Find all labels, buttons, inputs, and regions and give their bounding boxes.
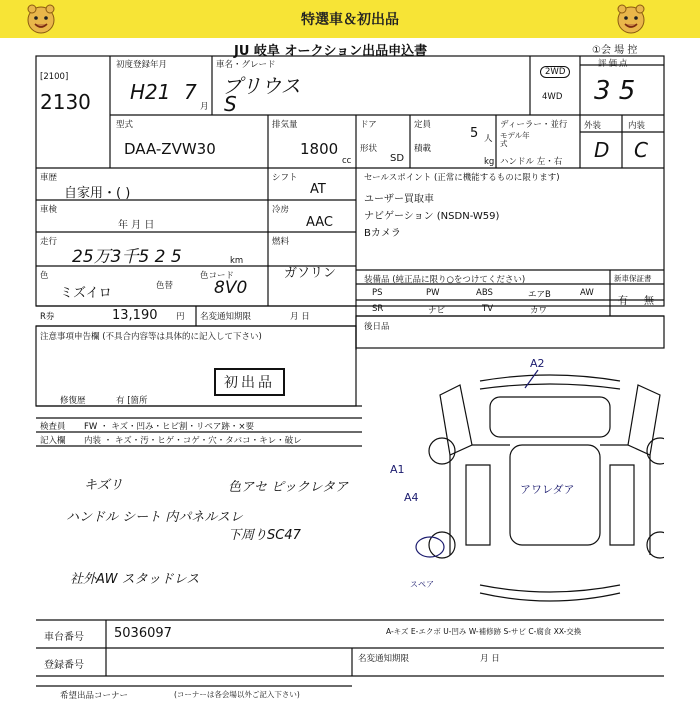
first-exhibit-stamp: 初出品 <box>214 368 285 396</box>
interior-grade: C <box>634 138 648 162</box>
model-value: DAA-ZVW30 <box>124 140 216 158</box>
rating-label: 評価点 <box>598 59 630 69</box>
lot-number: 2130 <box>40 90 91 114</box>
sales-points-label: セールスポイント (正常に機能するものに限ります) <box>364 173 560 183</box>
warranty-no: 無 <box>644 296 654 307</box>
banner-title: 特選車＆初出品 <box>301 12 399 28</box>
diagram-mark-a2: A2 <box>530 357 545 370</box>
mileage-unit: km <box>230 256 244 266</box>
recycle-unit: 円 <box>176 312 185 322</box>
post-fit-label: 後日品 <box>364 322 390 332</box>
footer-corner-note: (コーナーは各会場以外ご記入下さい) <box>174 690 300 699</box>
header-org: JU 岐阜 オークション出品申込書 <box>234 44 428 59</box>
equip-sr: SR <box>372 304 384 314</box>
registration-era-year: H21 <box>130 80 171 104</box>
exhibit-label: ①会 場 控 <box>592 45 638 56</box>
repair-label: 修復歴 <box>60 396 86 406</box>
diagram-spare-label: スペア <box>410 580 434 589</box>
vehicle-name-label: 車名・グレード <box>216 60 276 70</box>
repair-value: 有 [箇所 <box>116 396 148 406</box>
vehicle-grade: S <box>224 92 237 116</box>
equip-navi: ナビ <box>428 306 446 316</box>
name-change-value: 月 日 <box>290 312 310 322</box>
inspector-fill-label: 記入欄 <box>40 436 66 446</box>
model-label: 型式 <box>116 120 134 130</box>
reg-number-label: 登録番号 <box>44 660 84 671</box>
equip-pw: PW <box>426 288 440 298</box>
fuel-value: ガソリン <box>284 266 337 281</box>
inspector-row1: FW ・ キズ・凹み・ヒビ割・リペア跡・×要 <box>84 422 254 432</box>
capacity-unit: 人 <box>484 134 493 144</box>
equip-ps: PS <box>372 288 383 298</box>
handle-label: ハンドル 左・右 <box>500 157 563 167</box>
equip-airbag: エアB <box>528 290 551 300</box>
model-year-label: モデル年式 <box>500 131 530 148</box>
interior-label: 内装 <box>628 121 646 131</box>
drive-2wd: 2WD <box>540 66 570 78</box>
mileage-label: 走行 <box>40 237 58 247</box>
remark-left-3: 社外AW スタッドレス <box>70 572 200 587</box>
equip-abs: ABS <box>476 288 493 298</box>
shift-label: シフト <box>272 173 298 183</box>
diagram-mark-crack: アワレダア <box>520 483 575 496</box>
equip-tv: TV <box>482 304 494 314</box>
remark-left-1: キズリ <box>84 478 123 493</box>
cargo-label: 積載 <box>414 144 432 154</box>
remark-left-2: ハンドル シート 内パネルスレ <box>66 510 243 525</box>
registration-month-unit: 月 <box>200 102 209 112</box>
chassis-label: 車台番号 <box>44 632 84 643</box>
mileage-value: 25万3千5 2 5 <box>72 247 182 267</box>
notes-label: 注意事項申告欄 (不具合内容等は具体的に記入して下さい) <box>40 332 262 342</box>
shape-label: 形状 <box>360 144 378 154</box>
footer-name-change-label: 名変通知期限 <box>358 654 410 664</box>
color-code-label: 色コード <box>200 271 235 281</box>
history-value: 自家用・( ) <box>64 186 131 201</box>
cargo-unit: kg <box>484 157 495 167</box>
warranty-yes: 有 <box>618 296 628 307</box>
displacement-value: 1800 <box>300 140 339 158</box>
color-change-label: 色替 <box>156 281 174 291</box>
exterior-label: 外装 <box>584 121 602 131</box>
shift-value: AT <box>310 182 326 197</box>
equipment-label: 装備品 (純正品に限り○をつけてください) <box>364 275 526 285</box>
color-label: 色 <box>40 271 49 281</box>
shape-value: SD <box>390 153 405 164</box>
displacement-label: 排気量 <box>272 120 298 130</box>
inspector-label: 検査員 <box>40 422 66 432</box>
inspection-value: 年 月 日 <box>118 220 155 231</box>
vehicle-name: プリウス <box>222 74 301 98</box>
footer-date-value: 月 日 <box>480 654 500 664</box>
remark-right-2: 下周りSC47 <box>228 528 301 543</box>
recycle-label: R券 <box>40 312 55 322</box>
sales-point-3: Bカメラ <box>364 228 401 239</box>
drive-4wd: 4WD <box>542 92 563 102</box>
capacity-value: 5 <box>470 126 479 141</box>
diagram-mark-a4: A4 <box>404 491 419 504</box>
color-code: 8V0 <box>214 278 248 298</box>
chassis-value: 5036097 <box>114 626 172 641</box>
equip-aw: AW <box>580 288 594 298</box>
damage-legend: A-キズ E-エクボ U-凹み W-補修跡 S-サビ C-腐食 XX-交換 <box>386 627 582 636</box>
capacity-label: 定員 <box>414 120 432 130</box>
sales-point-2: ナビゲーション (NSDN-W59) <box>364 211 500 222</box>
footer-corner-label: 希望出品コーナー <box>60 691 129 701</box>
exterior-grade: D <box>594 138 610 162</box>
name-change-label: 名変通知期限 <box>200 312 252 322</box>
ac-value: AAC <box>306 215 333 230</box>
dealer-label: ディーラー・並行 <box>500 120 568 130</box>
registration-label: 初度登録年月 <box>116 60 168 70</box>
remark-right-1: 色アセ ピックレタア <box>228 480 348 495</box>
rating-score: 3 5 <box>594 76 636 106</box>
sales-point-1: ユーザー買取車 <box>364 194 434 205</box>
equip-kawa: カワ <box>530 306 548 316</box>
inspector-row2: 内装 ・ キズ・汚・ヒゲ・コゲ・穴・タバコ・キレ・破レ <box>84 436 302 446</box>
ac-label: 冷房 <box>272 205 290 215</box>
registration-month: 7 <box>184 80 197 104</box>
car-damage-diagram <box>380 355 664 615</box>
color-value: ミズイロ <box>60 286 112 301</box>
recycle-value: 13,190 <box>112 308 158 323</box>
displacement-unit: cc <box>342 156 352 166</box>
lot-small-number: [2100] <box>40 72 69 82</box>
inspection-label: 車検 <box>40 205 58 215</box>
new-car-warranty-label: 新車保証書 <box>614 274 652 283</box>
diagram-mark-a1: A1 <box>390 463 405 476</box>
door-label: ドア <box>360 120 377 130</box>
fuel-label: 燃料 <box>272 237 290 247</box>
history-label: 車歴 <box>40 173 58 183</box>
